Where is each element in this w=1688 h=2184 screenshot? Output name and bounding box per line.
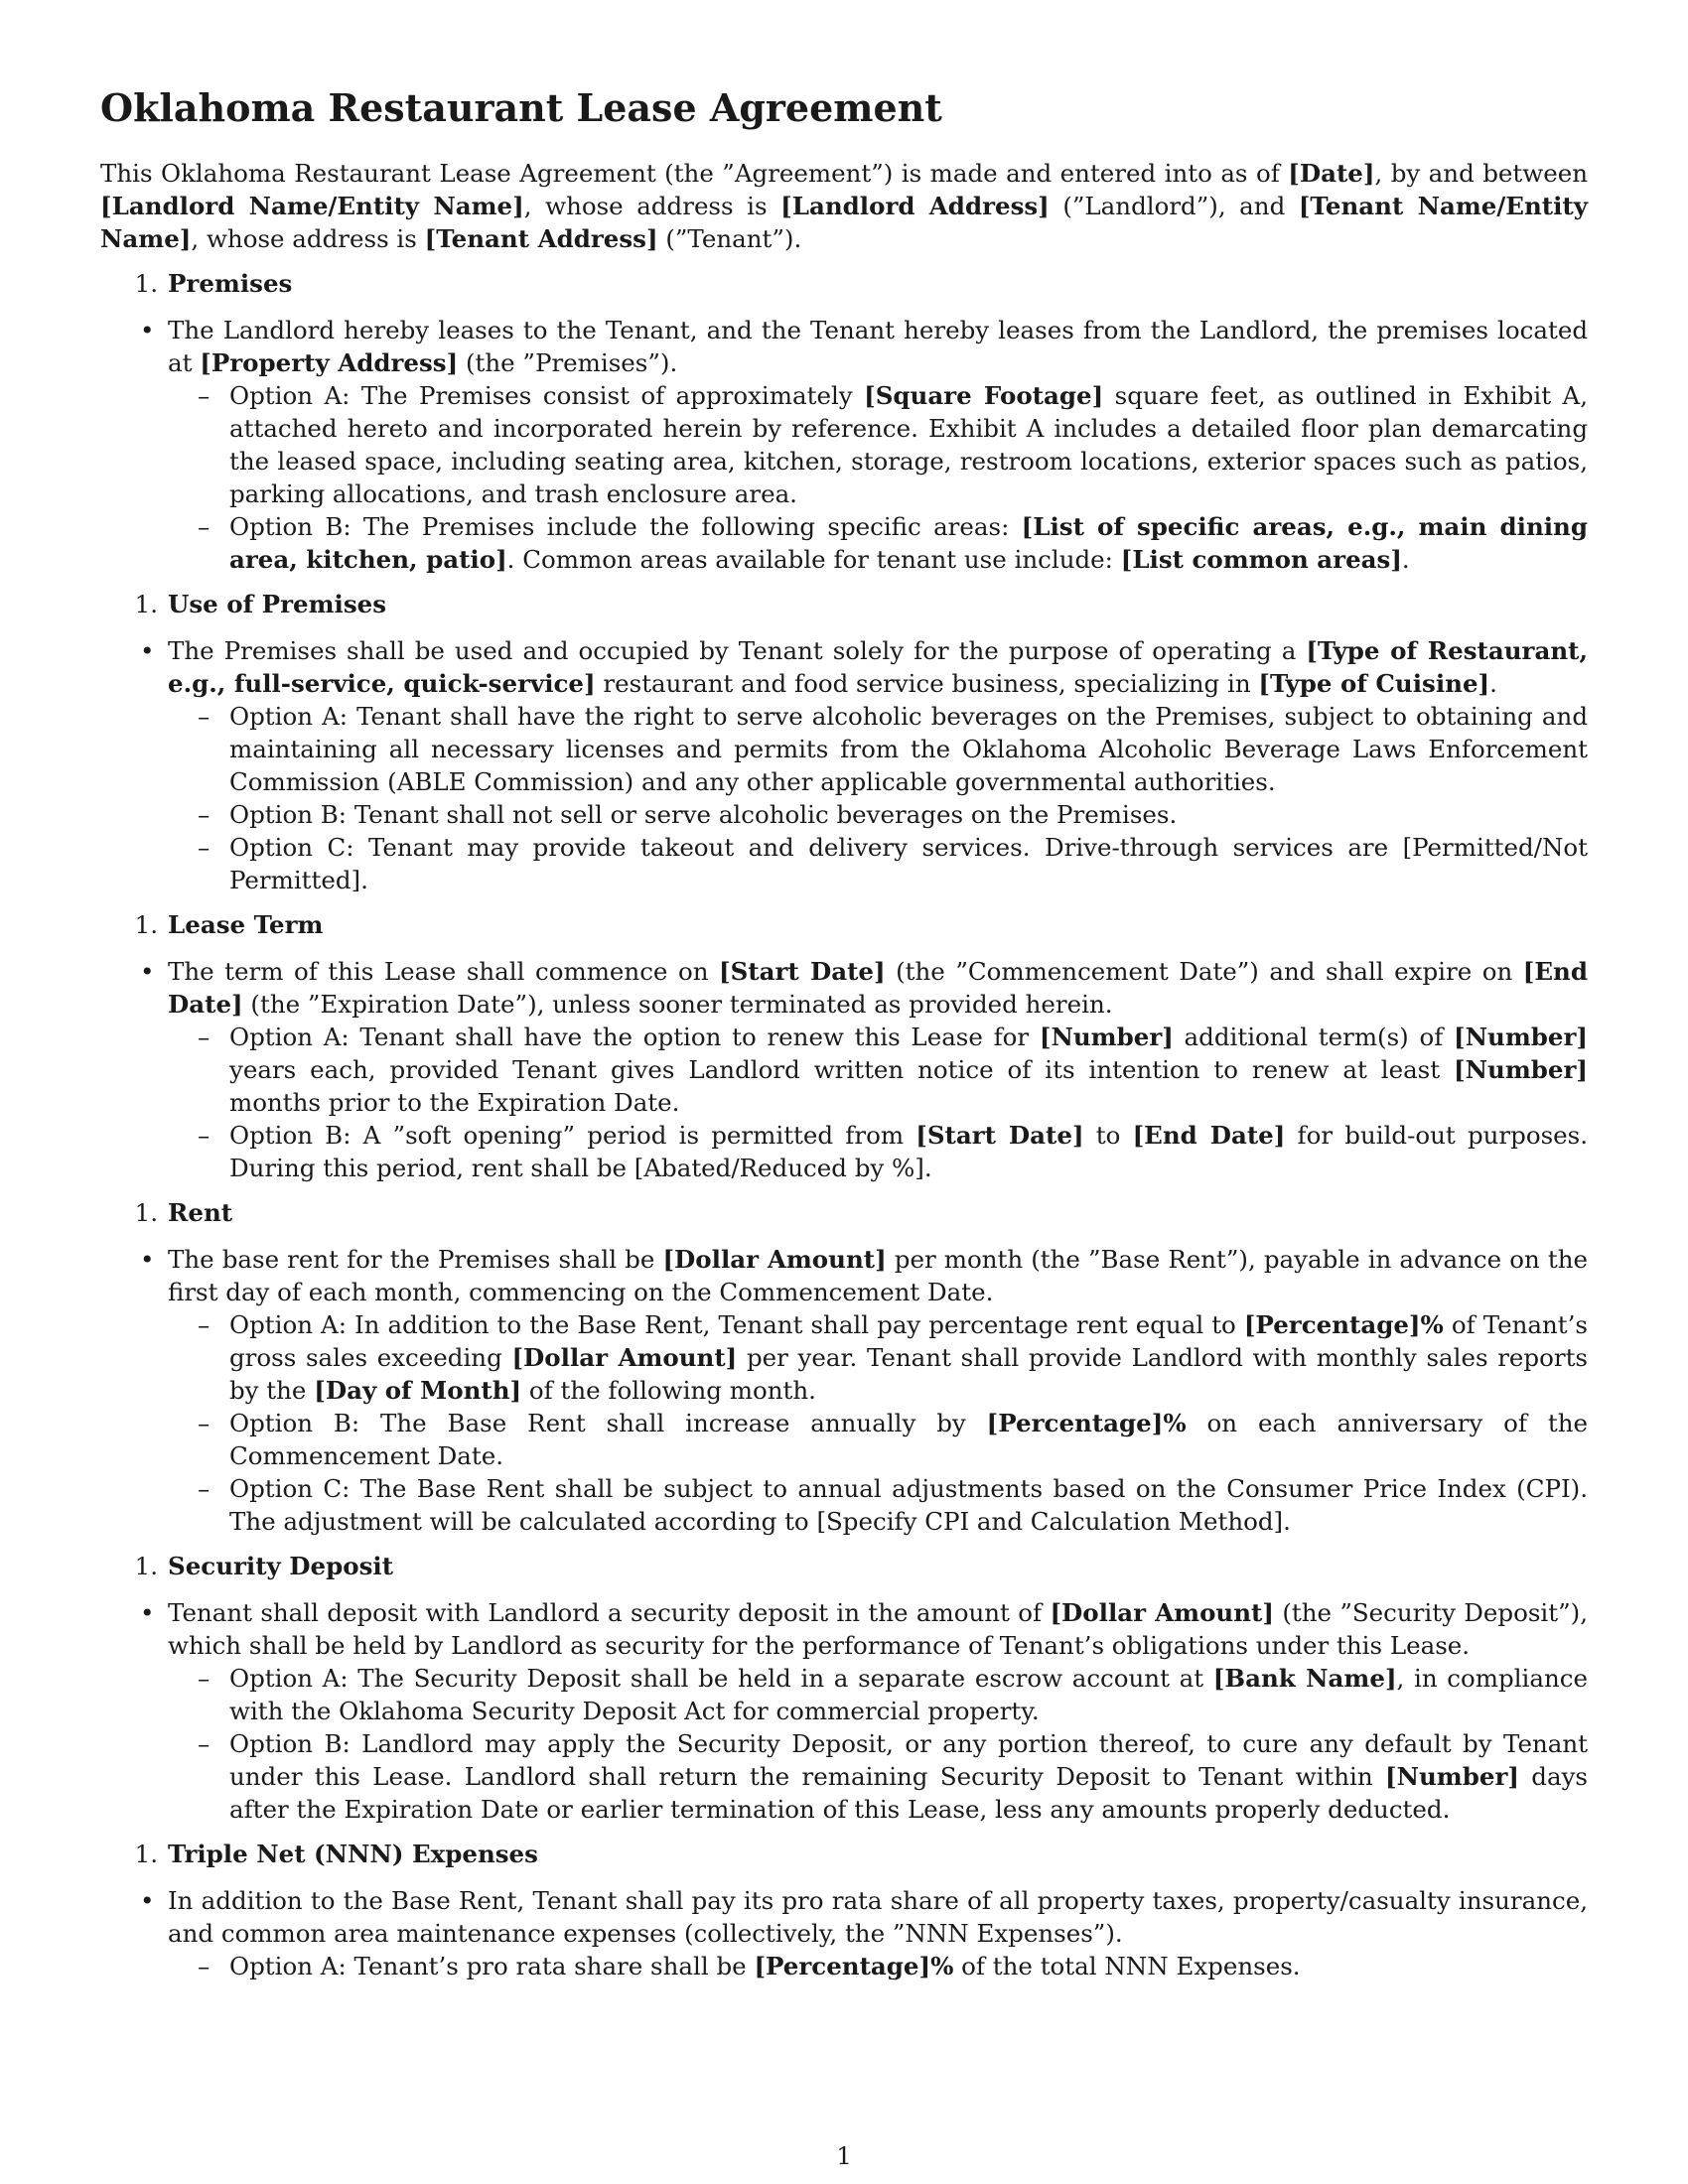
- option-item: – Option A: Tenant shall have the option to renew this Lease for [Number] additional term(s) of [Number] years each, provided Tenant gives Landlord written notice of its intention to renew at least [Number] months prior to the Expiration Date.: [229, 1021, 1588, 1119]
- option-item: – Option A: In addition to the Base Rent, Tenant shall pay percentage rent equal to [Percentage]% of Tenant’s gross sales exceeding [Dollar Amount] per year. Tenant shall provide Landlord with monthly sales reports by the [Day of Month] of the following month.: [229, 1308, 1588, 1407]
- option-item: – Option A: The Premises consist of approximately [Square Footage] square feet, as outlined in Exhibit A, attached hereto and incorporated herein by reference. Exhibit A includes a detailed floor plan demarcating the leased space, including seating area, kitchen, storage, restroom locations, exterior spaces such as patios, parking allocations, and trash enclosure area.: [229, 379, 1588, 510]
- option-list: [168, 1950, 1588, 1982]
- section-title: Security Deposit: [168, 1551, 394, 1580]
- section-title: Use of Premises: [168, 589, 387, 618]
- section-heading: [100, 1196, 1588, 1229]
- section-bullet-list: [100, 634, 1588, 896]
- option-list: [168, 1308, 1588, 1538]
- section-bullet-list: [100, 1596, 1588, 1826]
- option-item: – Option B: Tenant shall not sell or serve alcoholic beverages on the Premises.: [229, 798, 1588, 831]
- option-item: – Option C: The Base Rent shall be subject to annual adjustments based on the Consumer Price Index (CPI). The adjustment will be calculated according to [Specify CPI and Calculation Method].: [229, 1472, 1588, 1538]
- section-body-text: The term of this Lease shall commence on [Start Date] (the ”Commencement Date”) and shall expire on [End Date] (the ”Expiration Date”), unless sooner terminated as provided herein.: [168, 956, 1588, 1019]
- section-number: 1.: [134, 268, 158, 298]
- option-item: – Option B: The Base Rent shall increase annually by [Percentage]% on each anniversary of the Commencement Date.: [229, 1407, 1588, 1472]
- option-item: – Option A: Tenant’s pro rata share shall be [Percentage]% of the total NNN Expenses.: [229, 1950, 1588, 1982]
- option-list: [168, 1662, 1588, 1826]
- section-body: [168, 634, 1588, 896]
- option-list: [168, 379, 1588, 576]
- page-number: 1: [836, 2141, 852, 2170]
- section-bullet-list: [100, 314, 1588, 576]
- section-body-text: In addition to the Base Rent, Tenant shall pay its pro rata share of all property taxes, property/casualty insurance, and common area maintenance expenses (collectively, the ”NNN Expenses”).: [168, 1885, 1588, 1948]
- section-body: [168, 1243, 1588, 1538]
- section-number: 1.: [134, 1551, 158, 1580]
- section-number: 1.: [134, 1197, 158, 1227]
- section-body: [168, 1884, 1588, 1982]
- section-number: 1.: [134, 589, 158, 618]
- section-heading: [100, 1838, 1588, 1870]
- section-title: Rent: [168, 1197, 233, 1227]
- section-body-text: The Landlord hereby leases to the Tenant, and the Tenant hereby leases from the Landlord, the premises located at [Property Address] (the ”Premises”).: [168, 315, 1588, 377]
- option-list: [168, 1021, 1588, 1184]
- option-item: – Option B: Landlord may apply the Security Deposit, or any portion thereof, to cure any default by Tenant under this Lease. Landlord shall return the remaining Security Deposit to Tenant within [Number] days after the Expiration Date or earlier termination of this Lease, less any amounts properly deducted.: [229, 1727, 1588, 1826]
- section-body-text: Tenant shall deposit with Landlord a security deposit in the amount of [Dollar Amount] (the ”Security Deposit”), which shall be held by Landlord as security for the performance of Tenant’s obligations under this Lease.: [168, 1597, 1588, 1660]
- section-number: 1.: [134, 1839, 158, 1868]
- option-item: – Option B: The Premises include the following specific areas: [List of specific areas, e.g., main dining area, kitchen, patio]. Common areas available for tenant use include: [List common areas].: [229, 510, 1588, 576]
- section-heading: [100, 908, 1588, 941]
- option-item: – Option B: A ”soft opening” period is permitted from [Start Date] to [End Date] for build-out purposes. During this period, rent shall be [Abated/Reduced by %].: [229, 1119, 1588, 1184]
- section-bullet-list: [100, 1884, 1588, 1982]
- document-title: Oklahoma Restaurant Lease Agreement: [100, 85, 942, 130]
- section-title: Triple Net (NNN) Expenses: [168, 1839, 538, 1868]
- section-bullet-list: [100, 955, 1588, 1184]
- sections-container: [100, 267, 1588, 1982]
- section-title: Premises: [168, 268, 293, 298]
- section-heading: [100, 588, 1588, 620]
- section-body-text: The Premises shall be used and occupied by Tenant solely for the purpose of operating a [Type of Restaurant, e.g., full-service, quick-service] restaurant and food service business, specializing in [Type of Cuisine].: [168, 635, 1588, 698]
- section-body: [168, 1596, 1588, 1826]
- option-list: [168, 700, 1588, 896]
- intro-paragraph: This Oklahoma Restaurant Lease Agreement (the ”Agreement”) is made and entered into as of [Date], by and between [Landlord Name/Entity Name], whose address is [Landlord Address] (”Landlord”), and [Tenant Name/Entity Name], whose address is [Tenant Address] (”Tenant”).: [100, 158, 1588, 253]
- section-heading: [100, 1550, 1588, 1582]
- option-item: – Option A: The Security Deposit shall be held in a separate escrow account at [Bank Name], in compliance with the Oklahoma Security Deposit Act for commercial property.: [229, 1662, 1588, 1727]
- section-bullet-list: [100, 1243, 1588, 1538]
- section-number: 1.: [134, 909, 158, 939]
- section-body: [168, 314, 1588, 576]
- option-item: – Option C: Tenant may provide takeout and delivery services. Drive-through services are [Permitted/Not Permitted].: [229, 831, 1588, 896]
- section-body-text: The base rent for the Premises shall be [Dollar Amount] per month (the ”Base Rent”), payable in advance on the first day of each month, commencing on the Commencement Date.: [168, 1244, 1588, 1306]
- option-item: – Option A: Tenant shall have the right to serve alcoholic beverages on the Premises, subject to obtaining and maintaining all necessary licenses and permits from the Oklahoma Alcoholic Beverage Laws Enforcement Commission (ABLE Commission) and any other applicable governmental authorities.: [229, 700, 1588, 798]
- section-body: [168, 955, 1588, 1184]
- section-heading: [100, 267, 1588, 300]
- section-title: Lease Term: [168, 909, 324, 939]
